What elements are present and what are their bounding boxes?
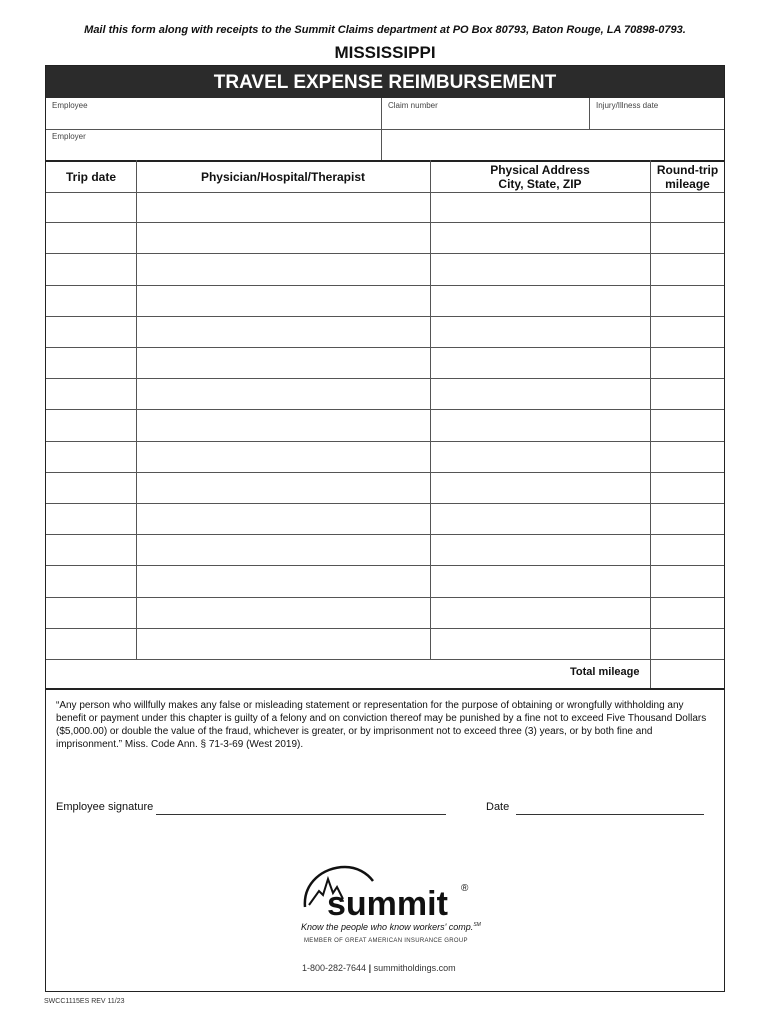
service-mark: SM — [473, 922, 481, 928]
member-text: MEMBER OF GREAT AMERICAN INSURANCE GROUP — [304, 938, 468, 944]
table-row[interactable] — [46, 348, 724, 379]
employee-label: Employee — [52, 101, 88, 110]
date-label: Date — [486, 801, 510, 813]
table-row[interactable] — [46, 317, 724, 348]
reimbursement-form — [45, 65, 725, 992]
col-trip-date: Trip date — [65, 170, 116, 184]
col-address-line2: City, State, ZIP — [498, 177, 582, 191]
col-physician: Physician/Hospital/Therapist — [200, 170, 366, 184]
summit-logo — [301, 861, 476, 961]
tagline-text: Know the people who know workers' comp. — [301, 922, 474, 932]
form-title-banner: TRAVEL EXPENSE REIMBURSEMENT — [46, 66, 724, 98]
table-row[interactable] — [46, 504, 724, 535]
table-row[interactable] — [46, 379, 724, 410]
col-address-line1: Physical Address — [490, 163, 590, 177]
injury-date-field[interactable] — [589, 98, 725, 129]
contact-separator: | — [368, 963, 372, 973]
website[interactable]: summitholdings.com — [373, 963, 456, 973]
col-address — [430, 163, 650, 191]
mountain-icon — [301, 861, 476, 921]
col-mileage — [650, 163, 725, 191]
table-row[interactable] — [46, 442, 724, 473]
claim-number-field[interactable] — [381, 98, 589, 129]
table-row[interactable] — [46, 286, 724, 317]
employee-signature-label: Employee signature — [56, 801, 154, 813]
date-line[interactable] — [516, 814, 704, 815]
employee-field[interactable] — [46, 98, 381, 129]
employer-label: Employer — [52, 132, 86, 141]
table-row[interactable] — [46, 566, 724, 597]
table-row[interactable] — [46, 535, 724, 566]
table-row[interactable] — [46, 629, 724, 660]
table-row[interactable] — [46, 192, 724, 223]
table-row[interactable] — [46, 254, 724, 285]
logo-wordmark: summit — [327, 885, 448, 921]
employee-signature-line[interactable] — [156, 814, 446, 815]
employer-value-field[interactable] — [381, 129, 725, 160]
table-row[interactable] — [46, 223, 724, 254]
fraud-statement: “Any person who willfully makes any false or misleading statement or representation for the purpose of obtaining or wrongfully withholding any benefit or payment under this chapter is guilty of a felony and on conviction thereof may be punished by a fine not to exceed Five Thousand Dollars ($5,000.00) or double the value of the fraud, whichever is greater, or by imprisonment not to exceed three (3) years, or by both fine and imprisonment.” Miss. Code Ann. § 71-3-69 (West 2019). — [56, 700, 707, 750]
col-mileage-line2: mileage — [665, 177, 710, 191]
phone-number: 1-800-282-7644 — [302, 963, 367, 973]
col-mileage-line1: Round-trip — [656, 163, 719, 177]
claim-number-label: Claim number — [388, 101, 438, 110]
employer-field[interactable] — [46, 129, 381, 160]
injury-date-label: Injury/Illness date — [596, 101, 659, 110]
registered-mark: ® — [461, 883, 469, 894]
table-row[interactable] — [46, 598, 724, 629]
table-row[interactable] — [46, 473, 724, 504]
state-title: MISSISSIPPI — [334, 43, 436, 62]
form-code: SWCC1115ES REV 11/23 — [44, 998, 125, 1005]
tagline — [301, 922, 481, 932]
total-mileage-label: Total mileage — [570, 666, 640, 678]
total-mileage-field[interactable] — [650, 660, 651, 688]
mail-instructions: Mail this form along with receipts to the Summit Claims department at PO Box 80793, Baton Rouge, LA 70898-0793. — [84, 24, 686, 36]
contact-info — [302, 963, 456, 973]
table-row[interactable] — [46, 410, 724, 441]
